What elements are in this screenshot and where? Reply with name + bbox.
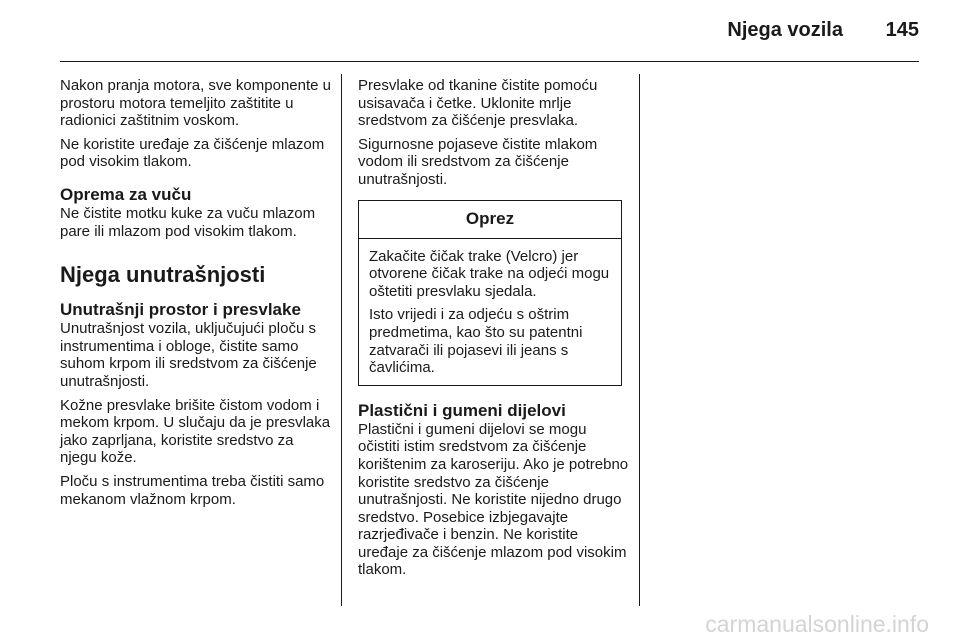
column-divider-right [639,74,640,606]
paragraph-seat-belts: Sigurnosne pojaseve čistite mlakom vodom ili sredstvom za čišćenje unutrašnjosti. [358,135,598,188]
watermark: carmanualsonline.info [705,611,929,637]
heading-towing-equipment: Oprema za vuču [60,184,192,204]
heading-interior-upholstery: Unutrašnji prostor i presvlake [60,300,301,320]
column-left [60,77,332,514]
paragraph-instrument-panel: Ploču s instrumentima treba čistiti samo mekanom vlažnom krpom. [60,472,325,508]
paragraph-fabric-upholstery: Presvlake od tkanine čistite pomoću usisavača i četke. Uklonite mrlje sredstvom za čišćenje presvlaka. [358,77,598,130]
column-divider-left [341,74,342,606]
header-rule [60,61,919,62]
paragraph-leather: Kožne presvlake brišite čistom vodom i mekom krpom. U slučaju da je presvlaka jako zaprljana, koristite sredstvo za njegu kože. [60,396,331,467]
paragraph-engine-wax: Nakon pranja motora, sve komponente u prostoru motora temeljito zaštitite u radionici zaštitnim voskom. [60,77,331,130]
paragraph-interior-dry-cloth: Unutrašnjost vozila, uključujući ploču s instrumentima i obloge, čistite samo suhom krpom ili sredstvom za čišćenje unutrašnjosti. [60,320,317,390]
paragraph-no-pressure-washer: Ne koristite uređaje za čišćenje mlazom pod visokim tlakom. [60,135,325,171]
page-header [0,0,960,62]
caution-title: Oprez [359,201,621,239]
caution-box [358,200,622,386]
column-middle [358,77,630,585]
heading-interior-care: Njega unutrašnjosti [60,262,266,288]
page-number: 145 [885,19,919,41]
caution-paragraph-sharp-objects: Isto vrijedi i za odjeću s oštrim predmetima, kao što su patentni zatvarači ili pojasevi ili jeans s čavlićima. [369,306,583,377]
paragraph-plastic-rubber: Plastični i gumeni dijelovi se mogu očistiti istim sredstvom za čišćenje korištenim za karoseriju. Ako je potrebno koristite sredstvo za čišćenje unutrašnjosti. Ne koristite nijedno drugo sredstvo. Posebice izbjegavajte razrjeđivače i benzin. Ne koristite uređaje za čišćenje mlazom pod visokim tlakom. [358,420,629,579]
running-title: Njega vozila [727,19,843,41]
heading-plastic-rubber: Plastični i gumeni dijelovi [358,400,566,420]
paragraph-towing: Ne čistite motku kuke za vuču mlazom pare ili mlazom pod visokim tlakom. [60,204,316,240]
caution-body [359,239,621,385]
caution-paragraph-velcro: Zakačite čičak trake (Velcro) jer otvorene čičak trake na odjeći mogu oštetiti presvlaku sjedala. [369,247,610,300]
